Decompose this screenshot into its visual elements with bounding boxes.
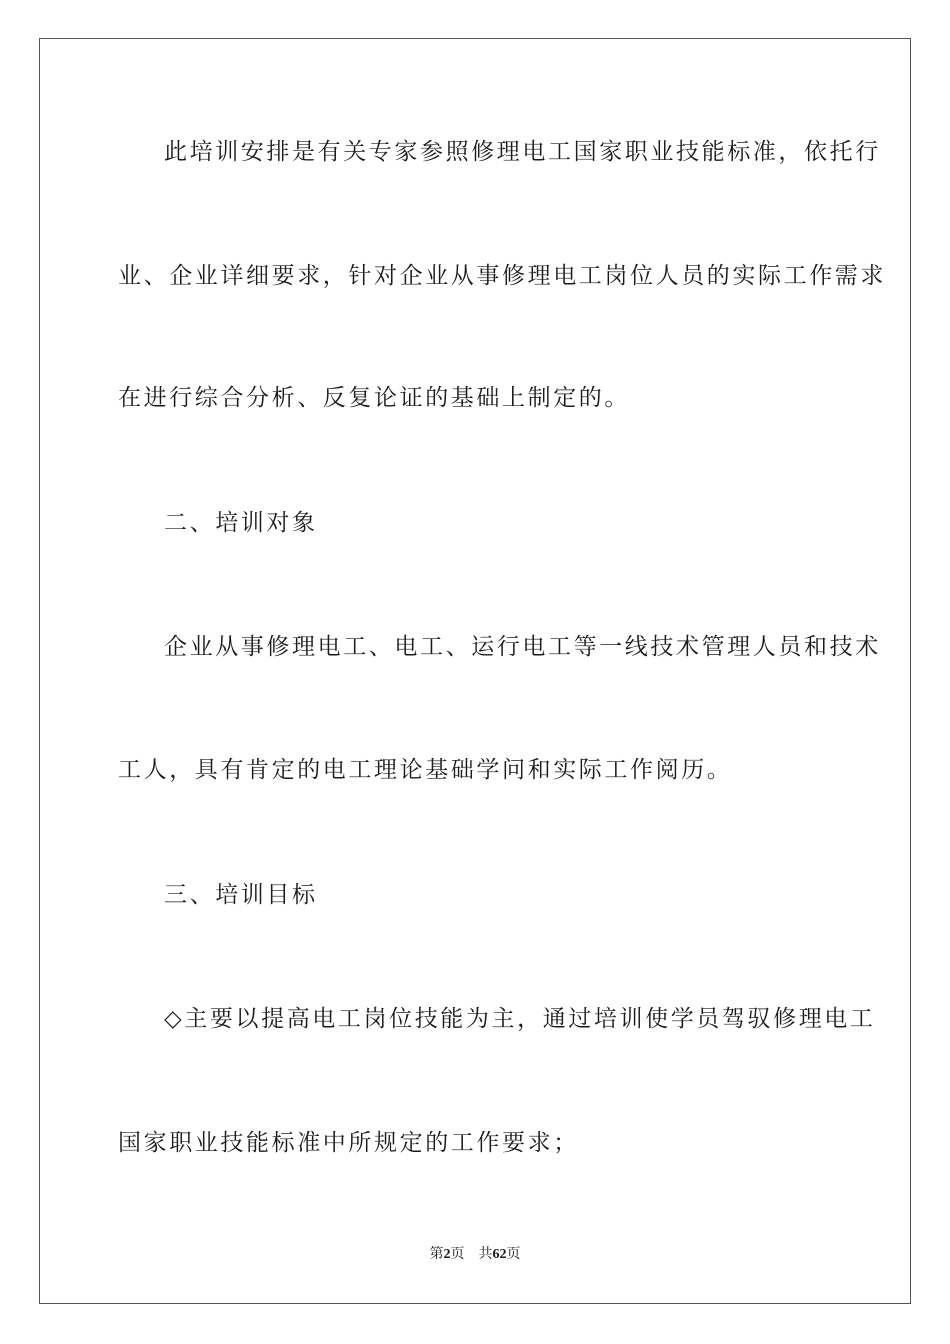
page-footer (0, 1246, 950, 1264)
total-suffix: 页 (506, 1247, 521, 1262)
paragraph-line-9: 国家职业技能标准中所规定的工作要求； (118, 1130, 579, 1156)
paragraph-line-8: ◇主要以提高电工岗位技能为主，通过培训使学员驾驭修理电工 (164, 1006, 876, 1032)
paragraph-line-3: 在进行综合分析、反复论证的基础上制定的。 (118, 385, 630, 411)
page-border (39, 38, 911, 1304)
page-suffix: 页 (450, 1247, 465, 1262)
total-prefix: 共 (478, 1247, 493, 1262)
section-heading-goal: 三、培训目标 (164, 882, 318, 908)
paragraph-line-1: 此培训安排是有关专家参照修理电工国家职业技能标准，依托行 (164, 139, 881, 165)
paragraph-line-2: 业、企业详细要求，针对企业从事修理电工岗位人员的实际工作需求 (118, 263, 886, 289)
section-heading-target: 二、培训对象 (164, 510, 318, 536)
total-pages: 62 (492, 1247, 507, 1262)
page-prefix: 第 (429, 1247, 444, 1262)
paragraph-line-6: 工人，具有肯定的电工理论基础学问和实际工作阅历。 (118, 757, 733, 783)
page-number: 2 (443, 1247, 451, 1262)
paragraph-line-5: 企业从事修理电工、电工、运行电工等一线技术管理人员和技术 (164, 634, 881, 660)
